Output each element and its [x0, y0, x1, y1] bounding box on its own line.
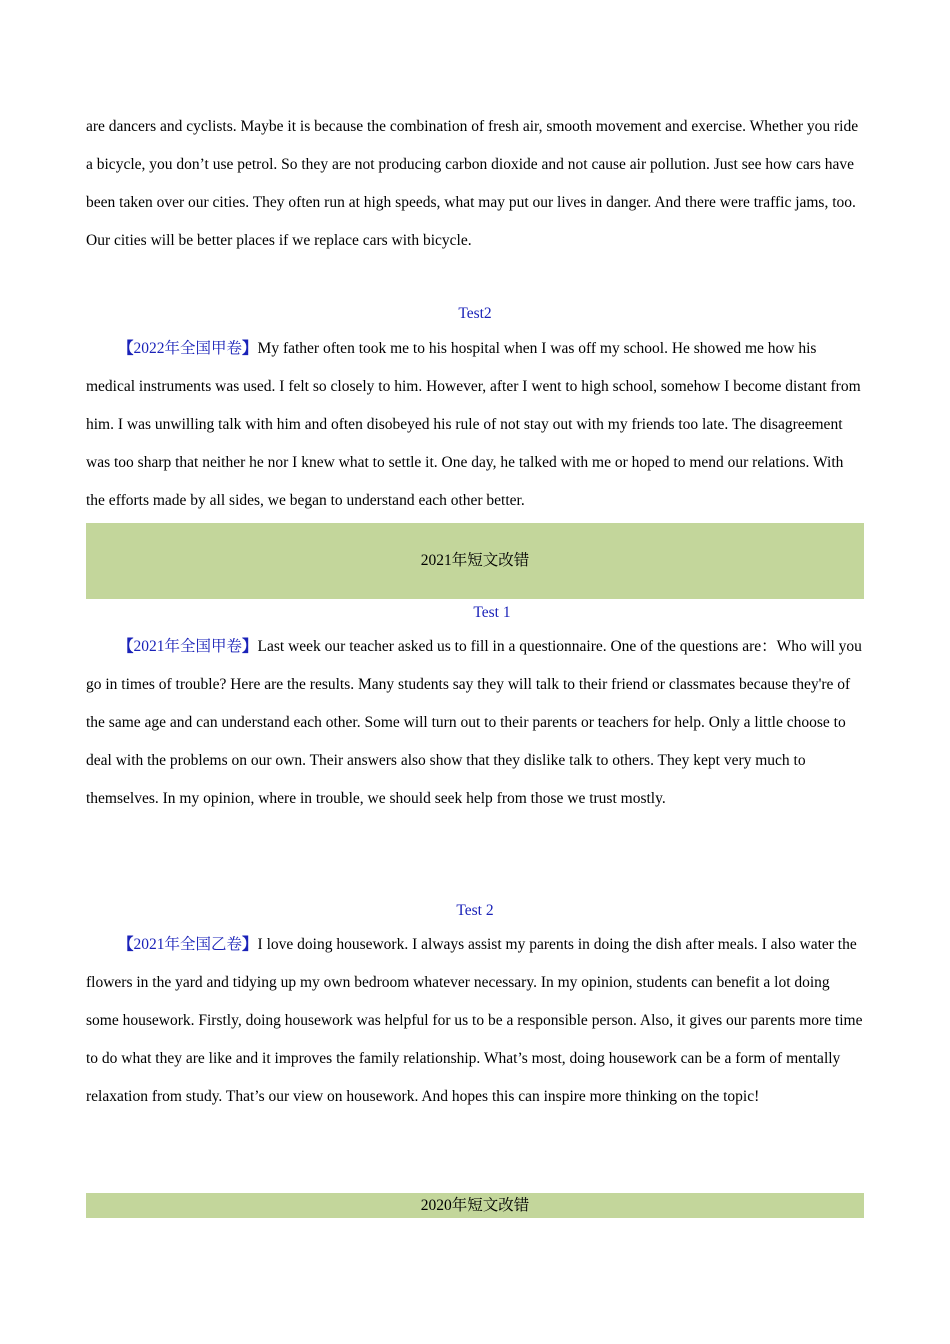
section-2021-banner [86, 523, 864, 599]
paragraph-text: My father often took me to his hospital when I was off my school. He showed me how his medical instruments was used. I felt so closely to him. However, after I went to high school, somehow I become distant from him. I was unwilling talk with him and often disobeyed his rule of not stay out with my friends too late. The disagreement was too sharp that neither he nor I knew what to settle it. One day, he talked with me or hoped to mend our relations. With the efforts made by all sides, we began to understand each other better. [86, 340, 861, 509]
bracket-close: 】 [242, 936, 258, 953]
test1-2021-paragraph [86, 628, 864, 818]
section-2021-title: 2021年短文改错 [420, 552, 530, 569]
bracket-open: 【 [118, 340, 134, 357]
bracket-open: 【 [118, 638, 134, 655]
paragraph-text: I love doing housework. I always assist my parents in doing the dish after meals. I also water the flowers in the yard and tidying up my own bedroom whatever necessary. In my opinion, students can benefit a lot doing some housework. Firstly, doing housework was helpful for us to be a responsible person. Also, it gives our parents more time to do what they are like and it improves the family relationship. What’s most, doing housework can be a form of mentally relaxation from study. That’s our view on housework. And hopes this can inspire more thinking on the topic! [86, 936, 863, 1105]
section-2020-title: 2020年短文改错 [420, 1197, 530, 1214]
test2-2021-heading: Test 2 [456, 902, 494, 919]
test2-2022-heading: Test2 [458, 305, 492, 322]
bracket-close: 】 [242, 340, 258, 357]
paragraph-continued-text: are dancers and cyclists. Maybe it is because the combination of fresh air, smooth movement and exercise. Whether you ride a bicycle, you don’t use petrol. So they are not producing carbon dioxide and not cause air pollution. Just see how cars have been taken over our cities. They often run at high speeds, what may put our lives in danger. And there were traffic jams, too. Our cities will be better places if we replace cars with bicycle. [86, 118, 859, 249]
section-2020-banner [86, 1193, 864, 1218]
exam-source-tag: 2021年全国乙卷 [133, 936, 243, 953]
paragraph-text: Last week our teacher asked us to fill in a questionnaire. One of the questions are：Who will you go in times of trouble? Here are the results. Many students say they will talk to their friend or classmates because they're of the same age and can understand each other. Some will turn out to their parents or teachers for help. Only a little choose to deal with the problems on our own. Their answers also show that they dislike talk to others. They kept very much to themselves. In my opinion, where in trouble, we should seek help from those we trust mostly. [86, 638, 862, 807]
test2-2022-paragraph [86, 330, 864, 520]
bracket-close: 】 [242, 638, 258, 655]
bracket-open: 【 [118, 936, 134, 953]
paragraph-continued [86, 108, 864, 260]
test1-2021-heading: Test 1 [473, 604, 511, 621]
exam-source-tag: 2022年全国甲卷 [133, 340, 243, 357]
test2-2021-paragraph [86, 926, 864, 1116]
exam-source-tag: 2021年全国甲卷 [133, 638, 243, 655]
